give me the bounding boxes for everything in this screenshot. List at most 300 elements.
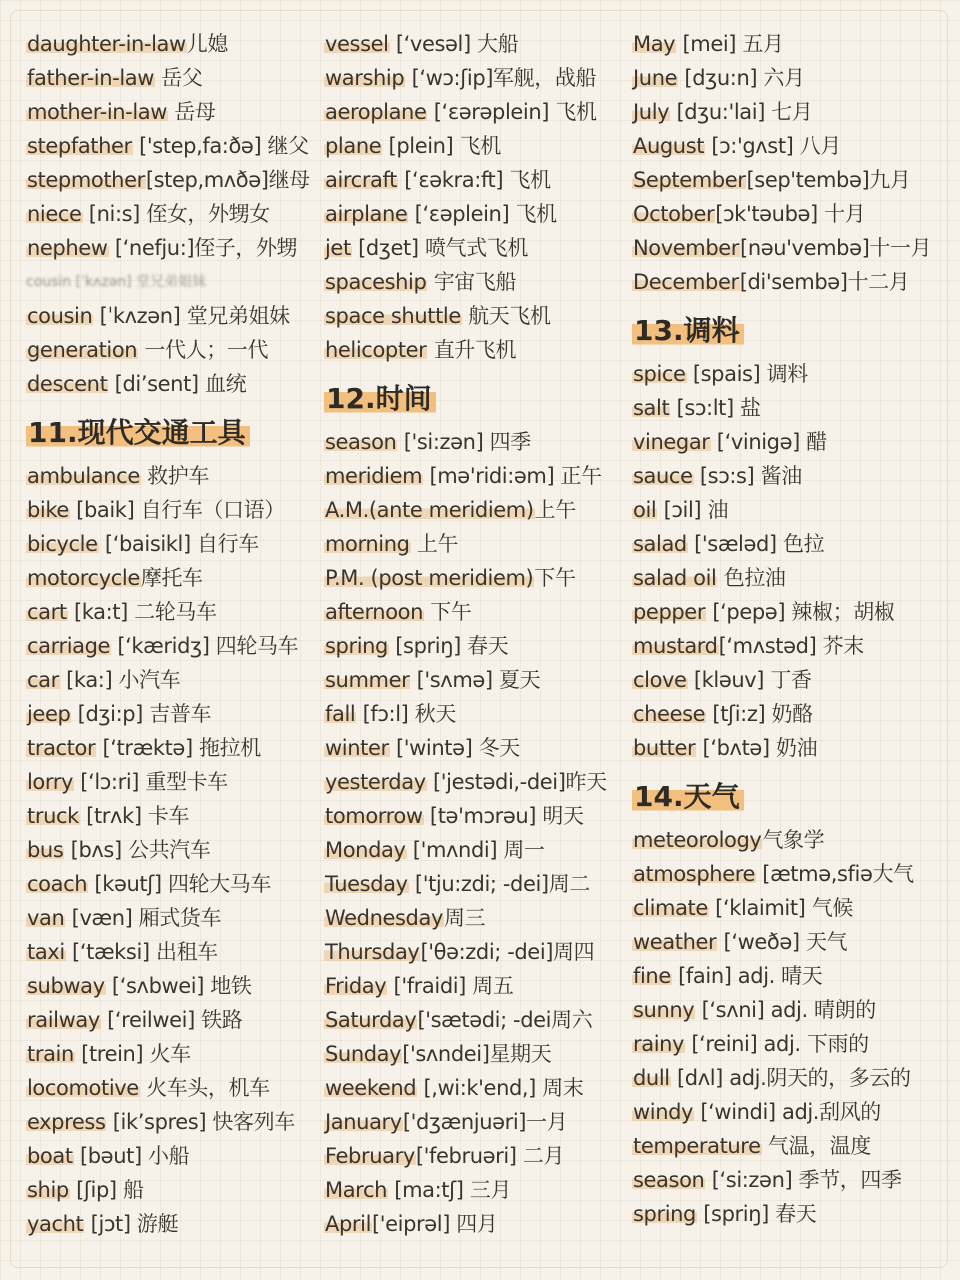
vocab-entry — [324, 425, 629, 459]
english-word: December — [633, 270, 739, 294]
definition: [di’sent] 血统 — [108, 372, 247, 396]
definition: 宇宙飞船 — [427, 270, 517, 294]
english-word: Wednesday — [325, 906, 443, 930]
vocab-entry — [26, 731, 326, 765]
english-word: subway — [27, 974, 105, 998]
vocab-entry — [324, 95, 629, 129]
english-word: April — [325, 1212, 371, 1236]
column-1 — [26, 27, 326, 1241]
english-word: bike — [27, 498, 69, 522]
definition: [sɔ:s] 酱油 — [693, 464, 802, 488]
definition: ['θə:zdi; -dei]周四 — [420, 940, 595, 964]
definition: 下午 — [534, 566, 576, 590]
definition: [‘weðə] 天气 — [717, 930, 848, 954]
english-word: September — [633, 168, 746, 192]
english-word: spring — [633, 1202, 696, 1226]
definition: [‘reini] adj. 下雨的 — [685, 1032, 869, 1056]
vocab-entry — [324, 333, 629, 367]
definition: [baik] 自行车（口语） — [69, 498, 285, 522]
definition: [tə'mɔrəu] 明天 — [423, 804, 584, 828]
vocab-entry — [26, 969, 326, 1003]
definition: [‘ɛəplein] 飞机 — [408, 202, 557, 226]
vocab-entry — [632, 95, 952, 129]
definition: [sɔ:lt] 盐 — [670, 396, 761, 420]
english-word: express — [27, 1110, 106, 1134]
definition: 上午 — [410, 532, 459, 556]
vocab-entry — [26, 95, 326, 129]
vocab-entry — [632, 959, 952, 993]
english-word: Saturday — [325, 1008, 417, 1032]
english-word: airplane — [325, 202, 408, 226]
english-word: salad — [633, 532, 687, 556]
definition: [‘wɔ:ʃip]军舰，战船 — [405, 66, 597, 90]
vocab-entry — [26, 561, 326, 595]
definition: [trein] 火车 — [74, 1042, 191, 1066]
english-word: summer — [325, 668, 410, 692]
definition: [mə'ridi:əm] 正午 — [423, 464, 602, 488]
definition: [nəu'vembə]十一月 — [740, 236, 932, 260]
definition: [kləuv] 丁香 — [687, 668, 812, 692]
transport-list — [26, 459, 326, 1241]
vocab-entry — [632, 731, 952, 765]
vocab-entry — [632, 61, 952, 95]
vocab-entry — [324, 1139, 629, 1173]
vocab-entry — [324, 697, 629, 731]
english-word: car — [27, 668, 59, 692]
definition: ['jestədi,-dei]昨天 — [426, 770, 607, 794]
definition: [fain] adj. 晴天 — [671, 964, 823, 988]
english-word: taxi — [27, 940, 65, 964]
vocab-entry — [324, 197, 629, 231]
heading-text: 11.现代交通工具 — [26, 416, 250, 449]
definition: [ɔk'təubə] 十月 — [715, 202, 866, 226]
english-word: bus — [27, 838, 64, 862]
english-word: August — [633, 134, 705, 158]
definition: [trʌk] 卡车 — [79, 804, 190, 828]
english-word: railway — [27, 1008, 100, 1032]
english-word: ambulance — [27, 464, 140, 488]
definition: 下午 — [424, 600, 472, 624]
definition: ['wintə] 冬天 — [389, 736, 520, 760]
vocab-entry — [26, 1173, 326, 1207]
english-word: pepper — [633, 600, 706, 624]
vocab-entry — [632, 925, 952, 959]
english-word: salad oil — [633, 566, 717, 590]
definition: [ætmə,sfiə大气 — [756, 862, 914, 886]
vocab-entry — [324, 561, 629, 595]
vocab-entry — [632, 1197, 952, 1231]
vocab-entry — [26, 1003, 326, 1037]
english-word: van — [27, 906, 65, 930]
definition: ['sætədi; -dei周六 — [417, 1008, 593, 1032]
english-word: Tuesday — [325, 872, 408, 896]
definition: [plein] 飞机 — [382, 134, 501, 158]
definition: [fɔ:l] 秋天 — [356, 702, 456, 726]
vocab-entry — [632, 27, 952, 61]
definition: 岳父 — [155, 66, 203, 90]
vocab-entry — [324, 129, 629, 163]
english-word: March — [325, 1178, 388, 1202]
vocab-entry — [324, 61, 629, 95]
english-word: sunny — [633, 998, 695, 1022]
english-word: P.M. (post meridiem) — [325, 566, 534, 590]
definition: 儿媳 — [186, 32, 228, 56]
vocab-entry — [632, 697, 952, 731]
definition: ['sʌmə] 夏天 — [410, 668, 541, 692]
vocab-entry — [26, 231, 326, 265]
english-word: bicycle — [27, 532, 98, 556]
english-word: niece — [27, 202, 82, 226]
vocab-entry — [26, 867, 326, 901]
vocab-entry — [324, 969, 629, 1003]
vocab-entry — [26, 163, 326, 197]
english-word: Thursday — [325, 940, 420, 964]
vocab-entry — [632, 891, 952, 925]
english-word: weather — [633, 930, 717, 954]
vocab-entry — [632, 561, 952, 595]
english-word: Friday — [325, 974, 387, 998]
vocab-entry — [324, 901, 629, 935]
definition: ['fraidi] 周五 — [387, 974, 514, 998]
vocab-entry — [632, 1027, 952, 1061]
definition: [dʌl] adj.阴天的，多云的 — [670, 1066, 911, 1090]
english-word: train — [27, 1042, 74, 1066]
definition: 直升飞机 — [427, 338, 517, 362]
definition: [‘si:zən] 季节，四季 — [705, 1168, 902, 1192]
english-word: boat — [27, 1144, 73, 1168]
english-word: rainy — [633, 1032, 685, 1056]
english-word: father-in-law — [27, 66, 154, 90]
vocab-entry — [324, 231, 629, 265]
vocab-entry — [324, 1105, 629, 1139]
vocab-entry — [26, 27, 326, 61]
vocab-entry — [26, 1139, 326, 1173]
definition: [dʒet] 喷气式飞机 — [351, 236, 528, 260]
english-word: descent — [27, 372, 108, 396]
english-word: season — [633, 1168, 705, 1192]
vocab-entry — [26, 1105, 326, 1139]
english-word: spaceship — [325, 270, 427, 294]
definition: [ɔ:'gʌst] 八月 — [705, 134, 841, 158]
vocab-entry — [26, 799, 326, 833]
english-word: weekend — [325, 1076, 417, 1100]
vocab-entry — [632, 1163, 952, 1197]
definition: [bʌs] 公共汽车 — [64, 838, 211, 862]
heading-text: 12.时间 — [324, 382, 436, 415]
english-word: vessel — [325, 32, 389, 56]
definition: [step,mʌðə]继母 — [145, 168, 310, 192]
column-2 — [324, 27, 629, 1241]
definition: [‘tæksi] 出租车 — [65, 940, 218, 964]
definition: [‘baisikl] 自行车 — [98, 532, 259, 556]
english-word: locomotive — [27, 1076, 139, 1100]
english-word: temperature — [633, 1134, 761, 1158]
definition: ['mʌndi] 周一 — [406, 838, 545, 862]
definition: 摩托车 — [140, 566, 203, 590]
english-word: aircraft — [325, 168, 397, 192]
english-word: mustard — [633, 634, 718, 658]
vocab-entry — [26, 833, 326, 867]
vocab-entry — [632, 129, 952, 163]
vocab-entry — [632, 993, 952, 1027]
definition: [‘mʌstəd] 芥末 — [718, 634, 864, 658]
definition: [‘lɔ:ri] 重型卡车 — [74, 770, 228, 794]
definition: [‘ɛərəplein] 飞机 — [427, 100, 597, 124]
vocab-entry — [26, 901, 326, 935]
definition: [ka:] 小汽车 — [59, 668, 181, 692]
definition: 航天飞机 — [461, 304, 551, 328]
definition: 火车头，机车 — [139, 1076, 270, 1100]
vocab-entry — [324, 459, 629, 493]
definition: [‘vesəl] 大船 — [389, 32, 519, 56]
vocab-entry — [632, 231, 952, 265]
english-word: windy — [633, 1100, 694, 1124]
vocab-entry — [324, 1071, 629, 1105]
definition: ['sʌndei]星期天 — [402, 1042, 552, 1066]
english-word: yesterday — [325, 770, 426, 794]
vocab-entry — [632, 493, 952, 527]
english-word: February — [325, 1144, 415, 1168]
section-heading-weather — [632, 773, 952, 821]
vocab-entry — [26, 935, 326, 969]
vocab-entry — [324, 595, 629, 629]
english-word: cousin — [27, 304, 93, 328]
heading-text: 14.天气 — [632, 780, 744, 813]
vocab-entry — [632, 459, 952, 493]
english-word: cart — [27, 600, 67, 624]
vocab-entry — [632, 1095, 952, 1129]
definition: [‘sʌbwei] 地铁 — [105, 974, 252, 998]
definition: 气温，温度 — [761, 1134, 871, 1158]
vocab-entry — [26, 1207, 326, 1241]
vocab-entry — [324, 833, 629, 867]
english-word: meridiem — [325, 464, 423, 488]
vocab-entry — [26, 629, 326, 663]
definition: [spriŋ] 春天 — [388, 634, 509, 658]
vocab-entry — [324, 27, 629, 61]
weather-list — [632, 823, 952, 1231]
vocab-entry — [26, 527, 326, 561]
english-word: helicopter — [325, 338, 427, 362]
definition: [dʒu:n] 六月 — [678, 66, 805, 90]
vocab-entry — [26, 333, 326, 367]
english-word: afternoon — [325, 600, 424, 624]
definition: [væn] 厢式货车 — [65, 906, 222, 930]
english-word: tractor — [27, 736, 96, 760]
definition: [‘ɛəkra:ft] 飞机 — [397, 168, 551, 192]
english-word: ship — [27, 1178, 69, 1202]
vocab-entry — [26, 765, 326, 799]
vocab-entry — [26, 129, 326, 163]
english-word: vinegar — [633, 430, 710, 454]
english-word: generation — [27, 338, 138, 362]
vocab-entry — [632, 391, 952, 425]
english-word: winter — [325, 736, 389, 760]
definition: ['si:zən] 四季 — [397, 430, 531, 454]
vehicles-list — [324, 27, 629, 367]
english-word: coach — [27, 872, 88, 896]
months-list — [632, 27, 952, 299]
definition: [ɔil] 油 — [657, 498, 729, 522]
definition: [jɔt] 游艇 — [84, 1212, 179, 1236]
definition: ['februəri] 二月 — [415, 1144, 565, 1168]
vocab-entry — [632, 1061, 952, 1095]
english-word: truck — [27, 804, 79, 828]
definition: [‘pepə] 辣椒；胡椒 — [706, 600, 895, 624]
definition: [‘kæridʒ] 四轮马车 — [111, 634, 299, 658]
definition: [ka:t] 二轮马车 — [67, 600, 217, 624]
english-word: carriage — [27, 634, 111, 658]
definition: [‘reilwei] 铁路 — [100, 1008, 243, 1032]
definition: [di'sembə]十二月 — [739, 270, 910, 294]
definition: [‘klaimit] 气候 — [708, 896, 853, 920]
vocab-entry — [324, 663, 629, 697]
definition: [‘nefju:]侄子，外甥 — [108, 236, 298, 260]
english-word: November — [633, 236, 740, 260]
vocab-entry — [324, 1173, 629, 1207]
english-word: nephew — [27, 236, 108, 260]
definition: [spriŋ] 春天 — [696, 1202, 817, 1226]
vocab-entry — [324, 731, 629, 765]
vocab-entry — [324, 493, 629, 527]
definition: [bəut] 小船 — [73, 1144, 190, 1168]
vocab-entry — [632, 265, 952, 299]
vocab-entry — [632, 823, 952, 857]
definition: [kəutʃ] 四轮大马车 — [88, 872, 271, 896]
english-word: July — [633, 100, 670, 124]
english-word: stepmother — [27, 168, 145, 192]
vocab-entry — [324, 935, 629, 969]
vocab-entry — [324, 299, 629, 333]
english-word: atmosphere — [633, 862, 756, 886]
blurred-line: cousin [ˈkʌzən] 堂兄弟姐妹 — [26, 274, 207, 290]
definition: ['tju:zdi; -dei]周二 — [408, 872, 590, 896]
english-word: tomorrow — [325, 804, 423, 828]
english-word: morning — [325, 532, 410, 556]
definition: [ˈkʌzən] 堂兄弟姐妹 — [93, 304, 290, 328]
heading-text: 13.调料 — [632, 314, 744, 347]
vocab-entry — [26, 493, 326, 527]
vocab-entry — [26, 299, 326, 333]
english-word: dull — [633, 1066, 670, 1090]
vocab-entry — [26, 663, 326, 697]
definition: 岳母 — [168, 100, 216, 124]
vocab-entry — [324, 629, 629, 663]
english-word: fine — [633, 964, 671, 988]
english-word: aeroplane — [325, 100, 427, 124]
english-word: clove — [633, 668, 687, 692]
english-word: plane — [325, 134, 382, 158]
definition: [ʃip] 船 — [69, 1178, 144, 1202]
english-word: butter — [633, 736, 696, 760]
english-word: warship — [325, 66, 405, 90]
definition: [spais] 调料 — [686, 362, 808, 386]
vocab-entry — [26, 459, 326, 493]
vocab-entry — [26, 367, 326, 401]
vocab-entry — [632, 629, 952, 663]
english-word: climate — [633, 896, 708, 920]
english-word: May — [633, 32, 676, 56]
vocab-entry — [632, 1129, 952, 1163]
time-list — [324, 425, 629, 1241]
definition: [ik’spres] 快客列车 — [106, 1110, 295, 1134]
vocab-entry — [632, 357, 952, 391]
vocab-entry — [324, 527, 629, 561]
family-terms-list — [26, 27, 326, 265]
vocab-entry — [632, 857, 952, 891]
definition: ['eiprəl] 四月 — [372, 1212, 498, 1236]
vocab-entry — [632, 527, 952, 561]
english-word: jeep — [27, 702, 71, 726]
english-word: salt — [633, 396, 670, 420]
english-word: daughter-in-law — [27, 32, 186, 56]
english-word: meteorology — [633, 828, 762, 852]
definition: [‘windi] adj.刮风的 — [694, 1100, 881, 1124]
english-word: A.M.(ante meridiem) — [325, 498, 534, 522]
english-word: oil — [633, 498, 657, 522]
definition: 气象学 — [762, 828, 825, 852]
vocab-entry — [632, 163, 952, 197]
definition: 救护车 — [140, 464, 209, 488]
english-word: cheese — [633, 702, 706, 726]
vocab-entry — [26, 1071, 326, 1105]
english-word: January — [325, 1110, 402, 1134]
column-3 — [632, 27, 952, 1231]
vocab-entry — [324, 765, 629, 799]
section-heading-transport — [26, 409, 326, 457]
definition: [‘træktə] 拖拉机 — [96, 736, 261, 760]
vocab-entry — [324, 163, 629, 197]
english-word: June — [633, 66, 678, 90]
english-word: October — [633, 202, 715, 226]
vocab-entry — [632, 663, 952, 697]
definition: ['sæləd] 色拉 — [687, 532, 825, 556]
english-word: Sunday — [325, 1042, 402, 1066]
section-heading-time — [324, 375, 629, 423]
family-terms-list-2 — [26, 299, 326, 401]
vocab-entry — [324, 1207, 629, 1241]
definition: [dʒu:'lai] 七月 — [670, 100, 813, 124]
vocab-entry — [632, 425, 952, 459]
english-word: spring — [325, 634, 388, 658]
definition: [tʃi:z] 奶酪 — [706, 702, 813, 726]
english-word: spice — [633, 362, 686, 386]
vocab-entry — [26, 697, 326, 731]
english-word: Monday — [325, 838, 406, 862]
english-word: space shuttle — [325, 304, 461, 328]
definition: ['dʒænjuəri]一月 — [402, 1110, 568, 1134]
definition: [dʒi:p] 吉普车 — [71, 702, 212, 726]
english-word: season — [325, 430, 397, 454]
english-word: sauce — [633, 464, 693, 488]
vocab-entry — [632, 595, 952, 629]
definition: 上午 — [534, 498, 576, 522]
english-word: motorcycle — [27, 566, 140, 590]
english-word: fall — [325, 702, 356, 726]
vocab-entry — [324, 1003, 629, 1037]
english-word: stepfather — [27, 134, 132, 158]
english-word: mother-in-law — [27, 100, 168, 124]
vocab-entry — [324, 867, 629, 901]
definition: 色拉油 — [717, 566, 786, 590]
definition: [,wi:k'end,] 周末 — [417, 1076, 584, 1100]
definition: [ni:s] 侄女，外甥女 — [82, 202, 270, 226]
definition: 一代人；一代 — [138, 338, 269, 362]
definition: [‘sʌni] adj. 晴朗的 — [695, 998, 876, 1022]
english-word: lorry — [27, 770, 74, 794]
vocab-entry — [324, 265, 629, 299]
vocab-entry — [26, 1037, 326, 1071]
